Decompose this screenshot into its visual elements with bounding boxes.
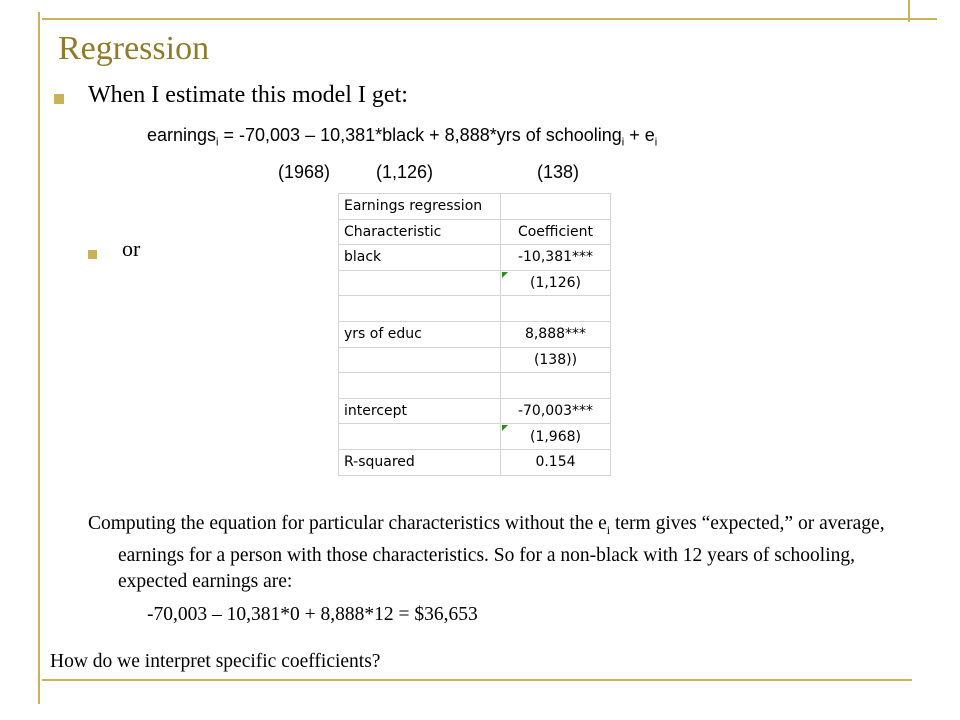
explanation-paragraph: [88, 511, 908, 595]
slide-title: Regression: [58, 30, 210, 67]
comment-marker-icon: [502, 425, 508, 431]
table-row: [339, 270, 611, 296]
cell-value: (1,968): [529, 428, 581, 445]
equation-subscript: i: [654, 136, 658, 149]
frame-left-line: [38, 12, 40, 704]
frame-right-tick: [908, 0, 910, 22]
equation-subscript: i: [621, 136, 625, 149]
table-cell: intercept: [339, 398, 501, 424]
frame-bottom-line: [42, 679, 912, 681]
frame-top-line: [42, 18, 937, 20]
table-row: [339, 449, 611, 475]
table-cell: [501, 296, 611, 322]
table-cell: -70,003***: [501, 398, 611, 424]
table-cell: [501, 194, 611, 220]
table-row: [339, 398, 611, 424]
table-cell: -10,381***: [501, 245, 611, 271]
equation-part: + e: [624, 125, 655, 145]
table-cell: yrs of educ: [339, 321, 501, 347]
table-row: [339, 424, 611, 450]
table-row: [339, 347, 611, 373]
regression-equation: [147, 125, 657, 149]
bullet-square-icon: [54, 94, 64, 104]
table-row: [339, 373, 611, 399]
table-row: [339, 296, 611, 322]
table-cell-with-marker: [501, 270, 611, 296]
std-error-schooling: (138): [537, 162, 580, 182]
comment-marker-icon: [502, 272, 508, 278]
std-error-intercept: (1968): [278, 162, 331, 182]
equation-subscript: i: [216, 136, 219, 149]
table-cell: Characteristic: [339, 219, 501, 245]
paragraph-part: term gives “expected,” or average, earnings for a person with those characteristics. So for a non-black with 12 years of schooling, expected earnings are:: [118, 513, 885, 592]
table-cell: R-squared: [339, 449, 501, 475]
table-cell: [339, 424, 501, 450]
bullet-text-estimate: When I estimate this model I get:: [88, 82, 408, 108]
cell-value: (1,126): [529, 275, 581, 292]
expected-earnings-calculation: -70,003 – 10,381*0 + 8,888*12 = $36,653: [147, 604, 478, 625]
table-row: [339, 321, 611, 347]
paragraph-subscript: i: [606, 522, 611, 537]
table-cell: (138)): [501, 347, 611, 373]
table-cell: Earnings regression: [339, 194, 501, 220]
table-cell-with-marker: [501, 424, 611, 450]
table-row: [339, 245, 611, 271]
table-row: [339, 219, 611, 245]
table-cell: [339, 270, 501, 296]
paragraph-part: Computing the equation for particular characteristics without the e: [88, 513, 607, 534]
equation-part: = -70,003 – 10,381*black + 8,888*yrs of schooling: [218, 125, 622, 145]
interpretation-question: How do we interpret specific coefficients?: [50, 651, 381, 672]
table-cell: black: [339, 245, 501, 271]
table-cell: 8,888***: [501, 321, 611, 347]
table-cell: [339, 296, 501, 322]
table-cell: [339, 347, 501, 373]
table-row: [339, 194, 611, 220]
bullet-text-or: or: [122, 236, 141, 261]
table-cell: Coefficient: [501, 219, 611, 245]
table-cell: [339, 373, 501, 399]
std-error-black: (1,126): [376, 162, 434, 182]
table-cell: 0.154: [501, 449, 611, 475]
equation-part: earnings: [147, 125, 217, 145]
table-cell: [501, 373, 611, 399]
regression-table: [338, 193, 611, 476]
bullet-square-icon: [88, 250, 97, 259]
